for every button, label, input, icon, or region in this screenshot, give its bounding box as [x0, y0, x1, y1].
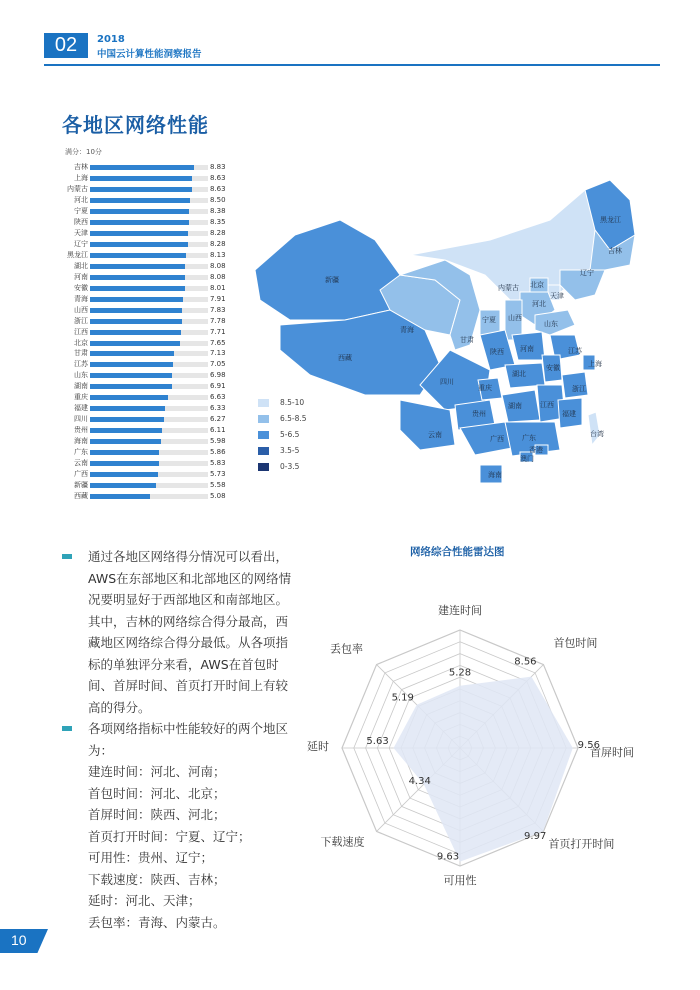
- radar-axis-label: 丢包率: [330, 642, 364, 656]
- bar-value-label: 8.50: [210, 195, 226, 204]
- bar-region-label: 河南: [74, 272, 88, 281]
- map-region-label: 宁夏: [482, 316, 496, 324]
- bar: [90, 417, 164, 422]
- report-title: 中国云计算性能洞察报告: [97, 49, 202, 60]
- map-region-label: 河北: [532, 300, 546, 308]
- bar: [90, 231, 188, 236]
- bar-value-label: 8.28: [210, 239, 226, 248]
- bar-region-label: 吉林: [74, 163, 88, 171]
- bar-row: [58, 229, 258, 237]
- bar: [90, 198, 190, 203]
- bullet-marker: [62, 726, 72, 731]
- legend-swatch: [258, 415, 269, 423]
- legend-swatch: [258, 463, 269, 471]
- map-region-label: 天津: [550, 292, 564, 300]
- bar-row: [58, 284, 258, 292]
- radar-axis-label: 延时: [307, 740, 329, 753]
- map-region-label: 上海: [588, 360, 602, 368]
- map-region-label: 江苏: [568, 347, 582, 355]
- bar: [90, 330, 181, 335]
- bar-region-label: 宁夏: [74, 206, 88, 215]
- bar-value-label: 7.71: [210, 327, 226, 336]
- bar-track: [90, 297, 208, 302]
- bar-row: [58, 163, 258, 171]
- bar-value-label: 5.86: [210, 448, 226, 457]
- bar-track: [90, 176, 208, 181]
- bar-track: [90, 242, 208, 247]
- map-region-label: 山西: [508, 314, 522, 322]
- map-region-label: 广西: [490, 435, 504, 443]
- bar: [90, 384, 172, 389]
- bar: [90, 428, 162, 433]
- map-region-label: 香港: [529, 446, 543, 454]
- bar-track: [90, 417, 208, 422]
- full-score-note: 满分：10分: [65, 148, 102, 156]
- bar-row: [58, 240, 258, 248]
- map-region-label: 海南: [488, 471, 502, 479]
- radar-axis-label: 可用性: [443, 874, 477, 887]
- bar-track: [90, 187, 208, 192]
- bar-region-label: 浙江: [74, 316, 88, 325]
- bar: [90, 242, 188, 247]
- bar-region-label: 湖南: [74, 382, 88, 391]
- page-number: 10: [11, 932, 27, 948]
- bar-region-label: 广东: [74, 448, 88, 457]
- bar-value-label: 8.83: [210, 163, 226, 171]
- bar-value-label: 6.33: [210, 404, 226, 413]
- bar-track: [90, 450, 208, 455]
- bar-row: [58, 207, 258, 215]
- section-number-badge: [44, 33, 88, 58]
- radar-value-label: 8.56: [514, 656, 537, 668]
- legend-label: 3.5-5: [280, 446, 300, 455]
- bar-track: [90, 231, 208, 236]
- bar-value-label: 7.91: [210, 294, 226, 303]
- radar-value-label: 9.97: [524, 831, 547, 843]
- bar-row: [58, 273, 258, 281]
- bullet-1: [62, 546, 292, 718]
- map-region-label: 甘肃: [460, 336, 474, 344]
- bar-row: [58, 481, 258, 489]
- map-region-label: 西藏: [338, 354, 352, 362]
- bar-row: [58, 328, 258, 336]
- legend-swatch: [258, 447, 269, 455]
- bar-region-label: 广西: [74, 470, 88, 479]
- china-network-map: [250, 160, 650, 490]
- bar-track: [90, 395, 208, 400]
- radar-axis-label: 首页打开时间: [548, 837, 615, 851]
- bar-region-label: 甘肃: [74, 349, 88, 358]
- bar-region-label: 新疆: [74, 481, 88, 490]
- bar-value-label: 8.35: [210, 217, 226, 226]
- bar-track: [90, 384, 208, 389]
- bar: [90, 297, 183, 302]
- bar: [90, 176, 192, 181]
- bar-region-label: 安徽: [74, 283, 88, 292]
- bar-row: [58, 404, 258, 412]
- bar-value-label: 6.27: [210, 415, 226, 424]
- map-region-label: 黑龙江: [600, 216, 621, 224]
- map-region-label: 云南: [428, 431, 442, 439]
- radar-value-label: 5.28: [448, 667, 472, 679]
- bar-row: [58, 317, 258, 325]
- bar: [90, 351, 174, 356]
- bar-row: [58, 415, 258, 423]
- bar: [90, 450, 159, 455]
- bar-value-label: 5.58: [210, 481, 226, 490]
- bar-track: [90, 341, 208, 346]
- map-region-label: 青海: [400, 326, 414, 334]
- map-region-label: 湖北: [512, 370, 526, 378]
- bar-row: [58, 218, 258, 226]
- bar: [90, 472, 158, 477]
- bullet-marker: [62, 554, 72, 559]
- bar-row: [58, 382, 258, 390]
- bar: [90, 395, 168, 400]
- bar-value-label: 7.65: [210, 338, 226, 347]
- metric-line: 下载速度：陕西、吉林；: [88, 871, 226, 887]
- header-divider: [44, 64, 660, 66]
- bar-value-label: 5.73: [210, 470, 226, 479]
- bar-region-label: 江西: [74, 327, 88, 336]
- bar-value-label: 5.98: [210, 437, 226, 446]
- legend-label: 6.5-8.5: [280, 414, 307, 423]
- bar-value-label: 5.08: [210, 492, 226, 501]
- bar-value-label: 8.28: [210, 228, 226, 237]
- bar: [90, 341, 180, 346]
- bar-track: [90, 406, 208, 411]
- map-region-label: 四川: [440, 378, 454, 386]
- metric-line: 首屏时间：陕西、河北；: [88, 807, 226, 822]
- region-score-bar-chart: [58, 143, 258, 503]
- bar-region-label: 贵州: [74, 426, 88, 435]
- bar-track: [90, 220, 208, 225]
- bar-row: [58, 295, 258, 303]
- bar-track: [90, 494, 208, 499]
- bar-track: [90, 319, 208, 324]
- bar-track: [90, 165, 208, 170]
- bar-value-label: 8.01: [210, 283, 226, 292]
- bar: [90, 494, 150, 499]
- bar-row: [58, 174, 258, 182]
- map-region-label: 广东: [522, 434, 536, 442]
- bar: [90, 319, 182, 324]
- bar: [90, 275, 185, 280]
- bar-region-label: 四川: [74, 415, 88, 424]
- map-region-label: 辽宁: [580, 269, 594, 277]
- bar-track: [90, 428, 208, 433]
- metric-line: 建连时间：河北、河南；: [88, 764, 226, 779]
- bar-value-label: 8.63: [210, 184, 226, 193]
- radar-value-label: 5.63: [366, 736, 389, 747]
- bar-region-label: 黑龙江: [67, 250, 88, 259]
- map-region-label: 福建: [562, 410, 576, 418]
- bar-track: [90, 439, 208, 444]
- radar-axis-label: 首屏时间: [590, 746, 634, 759]
- bar-row: [58, 393, 258, 401]
- radar-value-label: 9.56: [577, 740, 600, 751]
- map-region-label: 江西: [540, 401, 554, 409]
- bar: [90, 220, 189, 225]
- radar-value-label: 4.34: [408, 776, 431, 788]
- map-region-label: 贵州: [472, 410, 486, 418]
- bar-row: [58, 492, 258, 500]
- bar-value-label: 7.13: [210, 349, 226, 358]
- bar: [90, 439, 161, 444]
- bar: [90, 209, 189, 214]
- bar-row: [58, 185, 258, 193]
- map-svg: [250, 160, 650, 490]
- bar-value-label: 7.78: [210, 316, 226, 325]
- map-region-label: 安徽: [546, 364, 560, 372]
- radar-axis-label: 下载速度: [320, 835, 365, 849]
- metric-line: 首页打开时间：宁夏、辽宁；: [88, 828, 251, 844]
- bar-region-label: 山东: [74, 371, 88, 380]
- map-region: [588, 412, 600, 445]
- bar-row: [58, 306, 258, 314]
- bar-value-label: 8.08: [210, 261, 226, 270]
- bar-track: [90, 461, 208, 466]
- bullet-1-text: 通过各地区网络得分情况可以看出，AWS在东部地区和北部地区的网络情况要明显好于西部地区和南部地区。其中，吉林的网络综合得分最高，西藏地区网络综合得分最低。从各项指标的单独评分来看，AWS在首包时间、首屏时间、首页打开时间上有较高的得分。: [88, 549, 292, 715]
- bar-row: [58, 196, 258, 204]
- metric-line: 丢包率：青海、内蒙古。: [88, 914, 226, 930]
- bar: [90, 373, 172, 378]
- bar-row: [58, 470, 258, 478]
- bar-track: [90, 198, 208, 203]
- bar-row: [58, 459, 258, 467]
- bar-row: [58, 371, 258, 379]
- bar-region-label: 重庆: [74, 393, 88, 402]
- radar-title: 网络综合性能雷达图: [410, 546, 505, 558]
- bullet-2-text: 各项网络指标中性能较好的两个地区为：: [88, 721, 289, 758]
- legend-label: 8.5-10: [280, 398, 305, 407]
- bar-value-label: 6.91: [210, 382, 226, 391]
- bar-region-label: 山西: [74, 305, 88, 314]
- radar-axis-label: 首包时间: [553, 636, 598, 650]
- bar-row: [58, 437, 258, 445]
- bar-region-label: 北京: [74, 338, 88, 347]
- bar: [90, 264, 185, 269]
- bar-region-label: 云南: [74, 459, 88, 468]
- bar-row: [58, 339, 258, 347]
- map-region-label: 澳门: [520, 455, 534, 463]
- bar-region-label: 青海: [74, 294, 88, 303]
- bullet-2: [62, 718, 292, 761]
- bar-track: [90, 472, 208, 477]
- page-title: 各地区网络性能: [62, 113, 209, 137]
- bar-track: [90, 253, 208, 258]
- bar-track: [90, 483, 208, 488]
- bar: [90, 253, 186, 258]
- bar-track: [90, 308, 208, 313]
- bar-track: [90, 330, 208, 335]
- map-region-label: 重庆: [478, 384, 492, 392]
- map-region-label: 湖南: [508, 402, 522, 410]
- section-number: 02: [54, 34, 78, 56]
- bar-track: [90, 209, 208, 214]
- bar-region-label: 福建: [74, 404, 88, 413]
- bar: [90, 187, 192, 192]
- map-region-label: 台湾: [590, 430, 604, 438]
- bar: [90, 286, 185, 291]
- bar-value-label: 8.38: [210, 206, 226, 215]
- radar-value-label: 9.63: [436, 851, 460, 863]
- map-region-label: 北京: [530, 281, 544, 289]
- bar-region-label: 河北: [74, 195, 88, 204]
- bar-value-label: 8.13: [210, 250, 226, 259]
- bar-value-label: 5.83: [210, 459, 226, 468]
- bar-track: [90, 362, 208, 367]
- bar-row: [58, 251, 258, 259]
- bar-track: [90, 351, 208, 356]
- analysis-text: [62, 546, 292, 933]
- bar-region-label: 西藏: [74, 492, 88, 501]
- bar-track: [90, 275, 208, 280]
- bar-value-label: 6.98: [210, 371, 226, 380]
- metric-line: 延时：河北、天津；: [88, 893, 201, 908]
- map-region-label: 陕西: [490, 348, 504, 356]
- map-region-label: 内蒙古: [498, 284, 519, 292]
- bar-row: [58, 262, 258, 270]
- bar: [90, 308, 182, 313]
- legend-label: 0-3.5: [280, 462, 300, 471]
- bar-value-label: 8.63: [210, 173, 226, 182]
- radar-chart: [290, 560, 650, 920]
- bar-value-label: 8.08: [210, 272, 226, 281]
- metric-lines: [62, 761, 292, 933]
- bar-track: [90, 373, 208, 378]
- bar-track: [90, 286, 208, 291]
- bar-region-label: 湖北: [74, 261, 88, 270]
- bar-row: [58, 360, 258, 368]
- bar-value-label: 7.83: [210, 305, 226, 314]
- map-region-label: 浙江: [572, 385, 586, 393]
- report-year: 2018: [97, 34, 125, 45]
- metric-line: 首包时间：河北、北京；: [88, 785, 226, 801]
- bar-row: [58, 448, 258, 456]
- legend-swatch: [258, 431, 269, 439]
- bar: [90, 165, 194, 170]
- bar-region-label: 天津: [74, 228, 88, 237]
- map-region-label: 吉林: [608, 247, 622, 255]
- bar-value-label: 7.05: [210, 360, 226, 369]
- bar-region-label: 江苏: [74, 360, 88, 369]
- bar-region-label: 辽宁: [74, 239, 88, 248]
- map-region: [255, 220, 400, 320]
- bar: [90, 461, 159, 466]
- radar-value-label: 5.19: [391, 692, 414, 704]
- bar-track: [90, 264, 208, 269]
- bar-value-label: 6.11: [210, 426, 226, 435]
- bar-region-label: 陕西: [74, 217, 88, 226]
- bar-region-label: 海南: [74, 437, 88, 446]
- map-region-label: 河南: [520, 345, 534, 353]
- bar: [90, 483, 156, 488]
- radar-axis-label: 建连时间: [438, 604, 482, 617]
- bar-region-label: 上海: [74, 173, 88, 182]
- bar-row: [58, 349, 258, 357]
- bar: [90, 362, 173, 367]
- map-region-label: 山东: [544, 320, 558, 328]
- bar-region-label: 内蒙古: [67, 184, 88, 193]
- bar: [90, 406, 165, 411]
- legend-label: 5-6.5: [280, 430, 300, 439]
- map-region-label: 新疆: [325, 276, 339, 284]
- map-region: [460, 422, 512, 455]
- bar-row: [58, 426, 258, 434]
- legend-swatch: [258, 399, 269, 407]
- metric-line: 可用性：贵州、辽宁；: [88, 850, 214, 865]
- bar-value-label: 6.63: [210, 393, 226, 402]
